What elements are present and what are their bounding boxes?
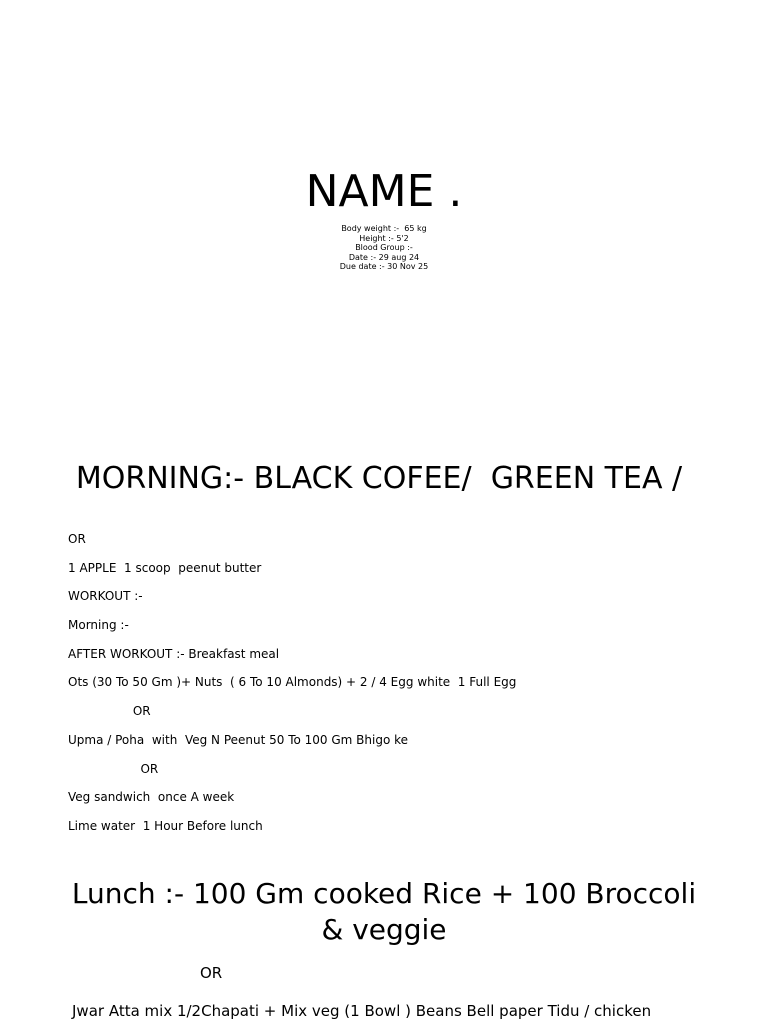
morning-line: WORKOUT :- [68, 589, 143, 604]
lunch-detail: Jwar Atta mix 1/2Chapati + Mix veg (1 Bowl ) Beans Bell paper Tidu / chicken [72, 1002, 652, 1020]
morning-line: OR [68, 532, 86, 546]
body-weight-line: Body weight :- 65 kg [341, 224, 427, 233]
lunch-heading: Lunch :- 100 Gm cooked Rice + 100 Broccoli & veggie [71, 877, 697, 946]
date-line: Date :- 29 aug 24 [348, 252, 420, 262]
morning-line: OR [68, 761, 159, 776]
name-title: NAME . [305, 166, 463, 217]
morning-line: Ots (30 To 50 Gm )+ Nuts ( 6 To 10 Almonds) + 2 / 4 Egg white 1 Full Egg [68, 675, 517, 690]
lunch-or: OR [200, 964, 223, 982]
morning-line: AFTER WORKOUT :- Breakfast meal [68, 646, 280, 661]
morning-line: Veg sandwich once A week [68, 790, 235, 805]
morning-line: OR [68, 704, 151, 719]
morning-line: Lime water 1 Hour Before lunch [68, 818, 263, 833]
height-line: Height :- 5'2 [359, 233, 409, 243]
due-date-line: Due date :- 30 Nov 25 [339, 262, 429, 271]
personal-info [0, 224, 768, 272]
blood-group-line: Blood Group :- [355, 243, 413, 252]
morning-line: Morning :- [68, 618, 129, 633]
morning-line: 1 APPLE 1 scoop peenut butter [68, 560, 262, 575]
morning-heading: MORNING:- BLACK COFEE/ GREEN TEA / [75, 461, 683, 496]
morning-line: Upma / Poha with Veg N Peenut 50 To 100 Gm Bhigo ke [68, 732, 409, 747]
morning-plan [68, 531, 728, 847]
